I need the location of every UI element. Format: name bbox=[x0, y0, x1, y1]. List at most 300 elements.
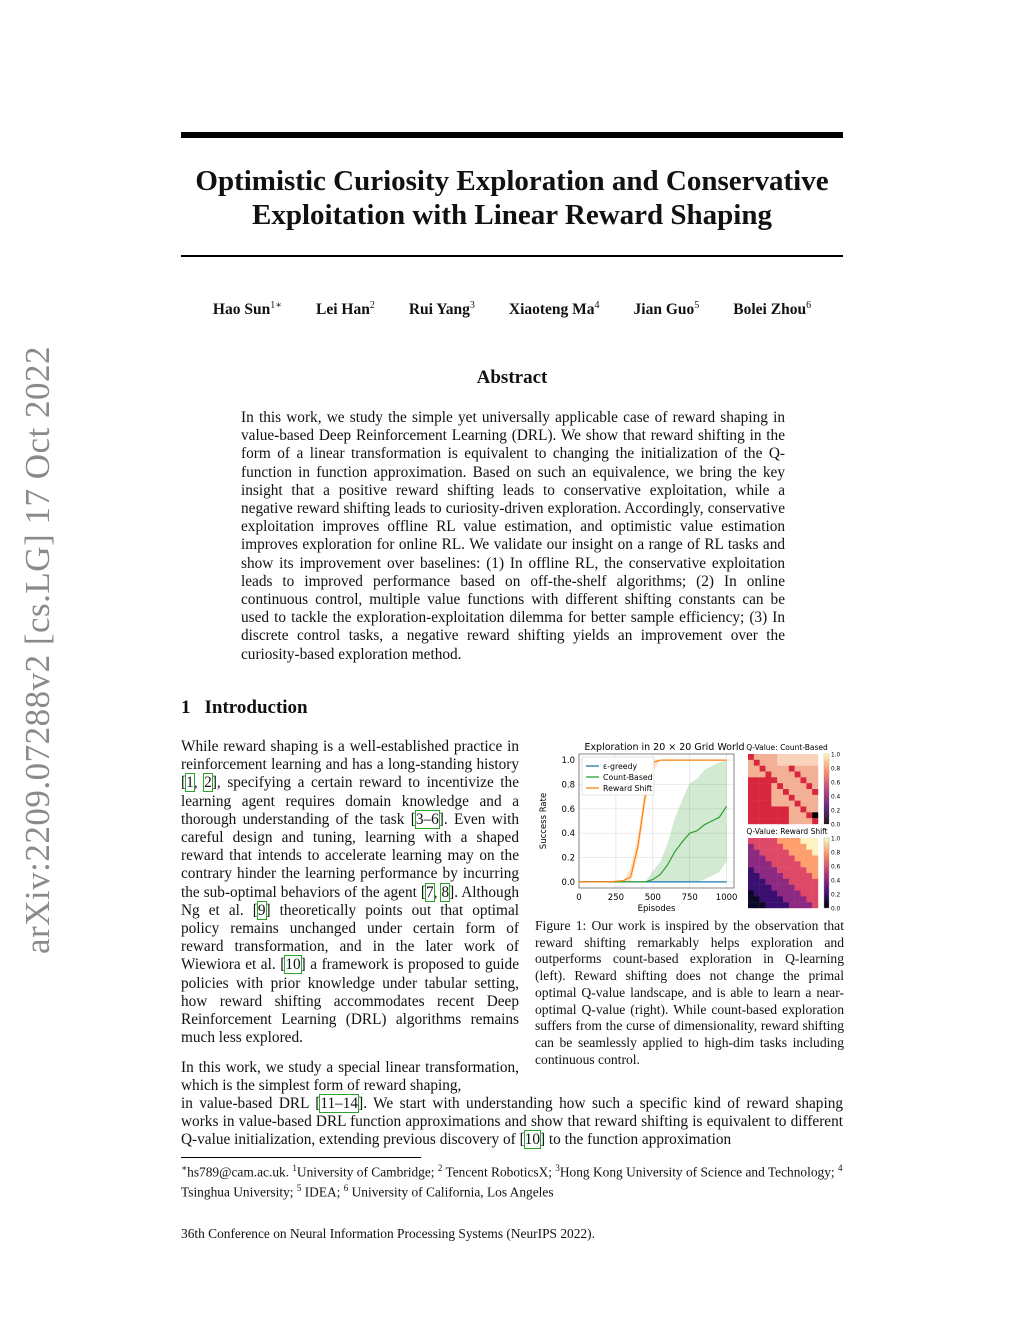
heatmap-cell bbox=[812, 861, 818, 867]
intro-paragraph-continued: in value-based DRL [11–14]. We start with understanding how such a specific kind of reward shaping works in value-based DRL function approximations and show that reward shifting is equivalent to different Q-value initialization, extending previous discovery of [10] to the function approximation bbox=[181, 1095, 843, 1149]
author: Xiaoteng Ma$^4$ bbox=[508, 300, 600, 319]
colorbar-tick-label: 0.8 bbox=[831, 766, 841, 773]
heatmap-cell bbox=[766, 754, 772, 760]
heatmap-cell bbox=[748, 818, 754, 824]
heatmap-cell bbox=[748, 789, 754, 795]
heatmap-cell bbox=[801, 783, 807, 789]
heatmap-cell bbox=[748, 812, 754, 818]
heatmap-cell bbox=[754, 777, 760, 783]
heatmap-cell bbox=[789, 873, 795, 879]
heatmap-cell bbox=[812, 856, 818, 862]
heatmap-cell bbox=[806, 807, 812, 813]
heatmap-cell bbox=[789, 760, 795, 766]
heatmap-cell bbox=[795, 873, 801, 879]
heatmap-cell bbox=[795, 807, 801, 813]
colorbar-tick-label: 0.2 bbox=[831, 808, 841, 815]
paper-title: Optimistic Curiosity Exploration and Conservative Exploitation with Linear Reward Shaping bbox=[195, 165, 829, 231]
x-tick-label: 750 bbox=[681, 893, 698, 903]
heatmap-cell bbox=[795, 891, 801, 897]
heatmap-cell bbox=[766, 777, 772, 783]
heatmap-cell bbox=[801, 891, 807, 897]
heatmap-cell bbox=[748, 783, 754, 789]
citation-link[interactable]: 2 bbox=[204, 774, 212, 792]
heatmap-cell bbox=[748, 838, 754, 844]
heatmap-cell bbox=[795, 902, 801, 908]
heatmap-cell bbox=[812, 766, 818, 772]
heatmap-cell bbox=[795, 760, 801, 766]
heatmap-cell bbox=[777, 873, 783, 879]
heatmap-cell bbox=[783, 838, 789, 844]
heatmap-cell bbox=[801, 902, 807, 908]
heatmap-cell bbox=[806, 789, 812, 795]
heatmap-cell bbox=[748, 844, 754, 850]
citation-link[interactable]: 3–6 bbox=[415, 810, 439, 828]
heatmap-cell bbox=[801, 818, 807, 824]
heatmap-cell bbox=[748, 867, 754, 873]
colorbar-tick-label: 0.6 bbox=[831, 780, 841, 787]
heatmap-cell bbox=[806, 766, 812, 772]
author: Lei Han$^2$ bbox=[316, 300, 375, 319]
y-tick-label: 0.0 bbox=[561, 877, 575, 888]
colorbar-tick-label: 0.0 bbox=[831, 906, 841, 913]
heatmap-cells bbox=[748, 838, 818, 908]
heatmap-cell bbox=[771, 795, 777, 801]
heatmap-cell bbox=[754, 867, 760, 873]
heatmap-cell bbox=[760, 772, 766, 778]
heatmap-cell bbox=[760, 754, 766, 760]
heatmap-cell bbox=[783, 783, 789, 789]
colorbar-tick-label: 1.0 bbox=[831, 752, 841, 759]
heatmap-cell bbox=[771, 856, 777, 862]
x-tick-label: 1000 bbox=[715, 893, 738, 903]
heatmap-cell bbox=[766, 801, 772, 807]
legend-label: Count-Based bbox=[603, 773, 653, 782]
heatmap-cell bbox=[754, 896, 760, 902]
citation-link[interactable]: 7 bbox=[425, 883, 434, 901]
heatmap-cell bbox=[789, 861, 795, 867]
heatmap-cell bbox=[766, 783, 772, 789]
heatmap-cell bbox=[777, 856, 783, 862]
heatmap-cell bbox=[754, 783, 760, 789]
heatmap-cell bbox=[754, 818, 760, 824]
heatmap-cell bbox=[801, 795, 807, 801]
heatmap-cell bbox=[789, 818, 795, 824]
heatmap-cell bbox=[789, 902, 795, 908]
heatmap-cell bbox=[771, 844, 777, 850]
heatmap-cell bbox=[748, 766, 754, 772]
heatmap-cell bbox=[806, 760, 812, 766]
heatmap-cell bbox=[812, 812, 818, 818]
heatmap-cell bbox=[777, 812, 783, 818]
heatmap-cell bbox=[789, 807, 795, 813]
heatmap-cell bbox=[748, 902, 754, 908]
figure-caption: Figure 1: Our work is inspired by the observation that reward shifting remarkably helps exploration and outperforms count-based exploration in Q-learning (left). Reward shifting does not change the primal optimal Q-value landscape, and is able to learn a near-optimal Q-value (right). While count-based exploration suffers from the curse of dimensionality, reward shifting can be seamlessly applied to high-dim tasks including continuous control. bbox=[535, 918, 844, 1067]
heatmap-cell bbox=[754, 873, 760, 879]
heatmap-cell bbox=[748, 879, 754, 885]
heatmap-cell bbox=[771, 885, 777, 891]
figure-1 bbox=[534, 738, 845, 918]
heatmap-cell bbox=[783, 772, 789, 778]
heatmap-cell bbox=[754, 801, 760, 807]
colorbar-tick-label: 0.6 bbox=[831, 864, 841, 871]
heatmap-cell bbox=[777, 838, 783, 844]
heatmap-cell bbox=[806, 838, 812, 844]
heatmap-cell bbox=[771, 818, 777, 824]
heatmap-cell bbox=[777, 896, 783, 902]
heatmap-cell bbox=[783, 777, 789, 783]
heatmap-cell bbox=[748, 801, 754, 807]
heatmap-cell bbox=[795, 801, 801, 807]
heatmap-cell bbox=[771, 812, 777, 818]
citation-link[interactable]: 10 bbox=[285, 956, 301, 974]
colorbar bbox=[824, 838, 829, 908]
heatmap-cell bbox=[760, 891, 766, 897]
intro-paragraph: While reward shaping is a well-established practice in reinforcement learning and has a long-standing history [1, 2], specifying a certain reward to incentivize the learning agent requires domain knowledge and a thorough understanding of the task [3–6]. Even with careful design and tuning, learning with a shaped reward that intends to accelerate learning may on the contrary hinder the learning performance by incurring the sub-optimal behaviors of the agent [7, 8]. Although Ng et al. [9] theoretically points out that optimal policy remains unchanged under certain form of reward transformation, and in the later work of Wiewiora et al. [10] a framework is proposed to guide policies with prior knowledge under tabular setting, how reward shifting accommodates recent Deep Reinforcement Learning (DRL) algorithms remains much less explored. bbox=[181, 738, 520, 1047]
footnote: ∗hs789@cam.ac.uk. $^1$University of Cambridge; $^2$ Tencent RoboticsX; $^3$Hong Kong University of Science and Technology; $^4$ Tsinghua University; $^5$ IDEA; $^6$ University of California, Los Angeles bbox=[181, 1163, 843, 1200]
heatmap-cell bbox=[812, 777, 818, 783]
heatmap-cell bbox=[783, 766, 789, 772]
heatmap-cell bbox=[795, 879, 801, 885]
heatmap-cell bbox=[760, 867, 766, 873]
colorbar-tick-label: 1.0 bbox=[831, 836, 841, 843]
heatmap-cell bbox=[806, 861, 812, 867]
heatmap-cell bbox=[760, 783, 766, 789]
heatmap-cell bbox=[795, 754, 801, 760]
author: Hao Sun$^{1∗}$ bbox=[212, 300, 283, 319]
heatmap-cell bbox=[766, 891, 772, 897]
heatmap-cell bbox=[771, 766, 777, 772]
heatmap-cell bbox=[766, 896, 772, 902]
heatmap-cell bbox=[806, 856, 812, 862]
heatmap-cell bbox=[795, 838, 801, 844]
heatmap-cell bbox=[754, 879, 760, 885]
heatmap-cell bbox=[812, 754, 818, 760]
chart-legend bbox=[582, 757, 654, 795]
heatmap-cell bbox=[760, 777, 766, 783]
y-tick-label: 0.2 bbox=[561, 853, 575, 864]
heatmap-cell bbox=[777, 885, 783, 891]
heatmap-cell bbox=[783, 754, 789, 760]
abstract-text: In this work, we study the simple yet universally applicable case of reward shaping in value-based Deep Reinforcement Learning (DRL). We show that reward shifting in the form of a linear transformation is equivalent to changing the initialization of the Q-function in function approximation. Based on such an equivalence, we bring the key insight that a positive reward shifting leads to conservative exploitation, while a negative reward shifting leads to curiosity-driven exploration. Accordingly, conservative exploitation improves offline RL value estimation, and optimistic value estimation improves exploration for online RL. We validate our insight on a range of RL tasks and show its improvement over baselines: (1) In offline RL, the conservative exploitation leads to improved performance based on off-the-shelf algorithms; (2) In online continuous control, multiple value functions with different shifting constants can be used to tackle the exploration-exploitation dilemma for better sample efficiency; (3) In discrete control tasks, a negative reward shifting yields an improvement over the curiosity-based exploration method. bbox=[241, 409, 785, 663]
colorbar-tick-label: 0.4 bbox=[831, 794, 841, 801]
heatmap-cell bbox=[777, 861, 783, 867]
heatmap-cell bbox=[801, 896, 807, 902]
heatmap-cell bbox=[812, 838, 818, 844]
heatmap-cell bbox=[748, 850, 754, 856]
heatmap-cell bbox=[766, 856, 772, 862]
heatmap-cell bbox=[783, 789, 789, 795]
citation-link[interactable]: 1 bbox=[186, 774, 194, 792]
heatmap-cell bbox=[766, 861, 772, 867]
heatmap-cell bbox=[812, 891, 818, 897]
y-tick-label: 0.6 bbox=[561, 804, 575, 815]
heatmap-cell bbox=[777, 867, 783, 873]
heatmap-cell bbox=[783, 896, 789, 902]
heatmap-cell bbox=[777, 760, 783, 766]
heatmap-cell bbox=[795, 812, 801, 818]
heatmap-cell bbox=[801, 873, 807, 879]
heatmap-cell bbox=[760, 885, 766, 891]
heatmap-cell bbox=[760, 844, 766, 850]
heatmap-cell bbox=[789, 885, 795, 891]
citation-link[interactable]: 11–14 bbox=[320, 1095, 359, 1112]
heatmap-cell bbox=[754, 844, 760, 850]
heatmap-cell bbox=[766, 818, 772, 824]
heatmap-title: Q-Value: Reward Shift bbox=[746, 827, 828, 836]
colorbar-tick-label: 0.4 bbox=[831, 878, 841, 885]
heatmap-cell bbox=[766, 807, 772, 813]
heatmap-cell bbox=[771, 783, 777, 789]
heatmap-cell bbox=[766, 838, 772, 844]
heatmap-cell bbox=[748, 873, 754, 879]
heatmap-cell bbox=[795, 772, 801, 778]
heatmap-cell bbox=[754, 812, 760, 818]
heatmap-cell bbox=[748, 856, 754, 862]
heatmap-cell bbox=[801, 760, 807, 766]
y-tick-label: 0.4 bbox=[561, 829, 575, 840]
heatmap-cell bbox=[766, 844, 772, 850]
heatmap-cell bbox=[801, 777, 807, 783]
heatmap-cell bbox=[812, 879, 818, 885]
heatmap-cell bbox=[789, 812, 795, 818]
heatmap-cell bbox=[801, 861, 807, 867]
heatmap-cell bbox=[801, 885, 807, 891]
heatmap-cell bbox=[754, 772, 760, 778]
legend-label: Reward Shift bbox=[603, 784, 653, 793]
heatmap-cell bbox=[806, 850, 812, 856]
abstract-heading: Abstract bbox=[476, 367, 548, 388]
heatmap-cell bbox=[760, 850, 766, 856]
y-tick-label: 0.8 bbox=[561, 780, 575, 791]
heatmap-cell bbox=[760, 760, 766, 766]
section-number: 1 bbox=[181, 697, 191, 718]
heatmap-cell bbox=[771, 873, 777, 879]
heatmap-cell bbox=[801, 879, 807, 885]
heatmap-cell bbox=[806, 801, 812, 807]
heatmap-cell bbox=[760, 789, 766, 795]
heatmap-cell bbox=[754, 754, 760, 760]
citation-link[interactable]: 8 bbox=[441, 883, 450, 901]
heatmap-cell bbox=[766, 760, 772, 766]
heatmap-cell bbox=[806, 902, 812, 908]
heatmap-cell bbox=[801, 754, 807, 760]
heatmap-cell bbox=[806, 754, 812, 760]
heatmap-cell bbox=[771, 861, 777, 867]
x-tick-label: 500 bbox=[644, 893, 661, 903]
heatmap-cell bbox=[789, 772, 795, 778]
heatmap-cell bbox=[766, 885, 772, 891]
heatmap-cell bbox=[783, 801, 789, 807]
author: Bolei Zhou$^6$ bbox=[733, 300, 812, 319]
heatmap-cell bbox=[801, 772, 807, 778]
heatmap-cell bbox=[795, 777, 801, 783]
legend-label: ε-greedy bbox=[603, 762, 638, 771]
heatmap-cell bbox=[795, 861, 801, 867]
heatmap-cell bbox=[795, 789, 801, 795]
heatmap-cell bbox=[812, 850, 818, 856]
heatmap-cell bbox=[801, 850, 807, 856]
heatmap-cell bbox=[754, 861, 760, 867]
heatmap-cell bbox=[771, 902, 777, 908]
heatmap-cell bbox=[795, 850, 801, 856]
heatmap-cell bbox=[806, 885, 812, 891]
heatmap-cell bbox=[754, 891, 760, 897]
heatmap-cell bbox=[783, 850, 789, 856]
heatmap-title: Q-Value: Count-Based bbox=[746, 743, 828, 752]
heatmap-cell bbox=[801, 801, 807, 807]
heatmap-cell bbox=[789, 879, 795, 885]
title-top-rule bbox=[181, 132, 843, 138]
heatmap-cell bbox=[801, 766, 807, 772]
heatmap-cell bbox=[766, 867, 772, 873]
heatmap-cell bbox=[777, 850, 783, 856]
count-based-q-heatmap bbox=[746, 743, 840, 829]
heatmap-cell bbox=[783, 812, 789, 818]
heatmap-cell bbox=[771, 772, 777, 778]
heatmap-cell bbox=[777, 844, 783, 850]
heatmap-cell bbox=[766, 789, 772, 795]
heatmap-cell bbox=[748, 795, 754, 801]
heatmap-cell bbox=[806, 772, 812, 778]
heatmap-cell bbox=[783, 891, 789, 897]
heatmap-cell bbox=[777, 777, 783, 783]
heatmap-cell bbox=[771, 807, 777, 813]
heatmap-cell bbox=[754, 760, 760, 766]
heatmap-cell bbox=[777, 772, 783, 778]
heatmap-cell bbox=[748, 772, 754, 778]
heatmap-cell bbox=[766, 902, 772, 908]
heatmap-cell bbox=[812, 818, 818, 824]
heatmap-cell bbox=[795, 896, 801, 902]
heatmap-cell bbox=[783, 795, 789, 801]
heatmap-cell bbox=[748, 885, 754, 891]
heatmap-cell bbox=[777, 879, 783, 885]
heatmap-cell bbox=[789, 777, 795, 783]
heatmap-cell bbox=[806, 844, 812, 850]
heatmap-cell bbox=[783, 844, 789, 850]
intro-paragraph-start: In this work, we study a special linear transformation, which is the simplest form of reward shaping, bbox=[181, 1059, 519, 1095]
author: Rui Yang$^3$ bbox=[408, 300, 475, 319]
title-bottom-rule bbox=[181, 255, 843, 257]
heatmap-cell bbox=[789, 867, 795, 873]
heatmap-cell bbox=[760, 807, 766, 813]
heatmap-cell bbox=[812, 844, 818, 850]
y-tick-label: 1.0 bbox=[561, 756, 575, 767]
heatmap-cell bbox=[771, 850, 777, 856]
heatmap-cell bbox=[812, 873, 818, 879]
heatmap-cell bbox=[795, 795, 801, 801]
heatmap-cell bbox=[777, 801, 783, 807]
footnote-rule bbox=[181, 1157, 421, 1158]
heatmap-cells bbox=[748, 754, 818, 824]
heatmap-cell bbox=[771, 879, 777, 885]
heatmap-cell bbox=[760, 873, 766, 879]
heatmap-cell bbox=[812, 896, 818, 902]
heatmap-cell bbox=[760, 801, 766, 807]
heatmap-cell bbox=[795, 766, 801, 772]
heatmap-cell bbox=[760, 861, 766, 867]
colorbar-tick-label: 0.0 bbox=[831, 822, 841, 829]
heatmap-cell bbox=[783, 818, 789, 824]
heatmap-cell bbox=[748, 896, 754, 902]
heatmap-cell bbox=[789, 844, 795, 850]
citation-link[interactable]: 9 bbox=[257, 901, 266, 919]
heatmap-cell bbox=[748, 861, 754, 867]
heatmap-cell bbox=[812, 807, 818, 813]
heatmap-cell bbox=[806, 818, 812, 824]
author: Jian Guo$^5$ bbox=[633, 300, 700, 319]
x-tick-label: 250 bbox=[607, 893, 625, 903]
heatmap-cell bbox=[783, 902, 789, 908]
heatmap-cell bbox=[795, 867, 801, 873]
heatmap-cell bbox=[812, 789, 818, 795]
heatmap-cell bbox=[748, 891, 754, 897]
heatmap-cell bbox=[766, 766, 772, 772]
heatmap-cell bbox=[777, 891, 783, 897]
heatmap-cell bbox=[789, 766, 795, 772]
heatmap-cell bbox=[801, 838, 807, 844]
heatmap-cell bbox=[760, 818, 766, 824]
heatmap-cell bbox=[806, 795, 812, 801]
heatmap-cell bbox=[783, 856, 789, 862]
heatmap-cell bbox=[754, 807, 760, 813]
heatmap-cell bbox=[771, 754, 777, 760]
heatmap-cell bbox=[760, 812, 766, 818]
heatmap-cell bbox=[812, 885, 818, 891]
heatmap-cell bbox=[754, 902, 760, 908]
heatmap-cell bbox=[771, 777, 777, 783]
heatmap-cell bbox=[783, 867, 789, 873]
section-title: Introduction bbox=[204, 697, 308, 718]
heatmap-cell bbox=[812, 902, 818, 908]
citation-link[interactable]: 10 bbox=[524, 1131, 540, 1149]
heatmap-cell bbox=[777, 789, 783, 795]
heatmap-cell bbox=[806, 812, 812, 818]
heatmap-cell bbox=[748, 777, 754, 783]
heatmap-cell bbox=[771, 867, 777, 873]
colorbar-tick-label: 0.2 bbox=[831, 892, 841, 899]
heatmap-cell bbox=[789, 783, 795, 789]
heatmap-cell bbox=[812, 867, 818, 873]
conference-note: 36th Conference on Neural Information Processing Systems (NeurIPS 2022). bbox=[181, 1226, 595, 1241]
heatmap-cell bbox=[777, 754, 783, 760]
colorbar-tick-label: 0.8 bbox=[831, 850, 841, 857]
arxiv-identifier: arXiv:2209.07288v2 [cs.LG] 17 Oct 2022 bbox=[18, 345, 57, 955]
heatmap-cell bbox=[812, 783, 818, 789]
heatmap-cell bbox=[748, 754, 754, 760]
y-axis-label: Success Rate bbox=[539, 792, 549, 850]
section-heading bbox=[181, 697, 308, 719]
heatmap-cell bbox=[806, 873, 812, 879]
heatmap-cell bbox=[806, 867, 812, 873]
heatmap-cell bbox=[801, 856, 807, 862]
heatmap-cell bbox=[754, 850, 760, 856]
heatmap-cell bbox=[760, 856, 766, 862]
heatmap-cell bbox=[760, 766, 766, 772]
heatmap-cell bbox=[806, 891, 812, 897]
heatmap-cell bbox=[789, 856, 795, 862]
heatmap-cell bbox=[777, 807, 783, 813]
author-list bbox=[181, 300, 843, 319]
heatmap-cell bbox=[777, 818, 783, 824]
heatmap-cell bbox=[812, 801, 818, 807]
heatmap-cell bbox=[806, 896, 812, 902]
heatmap-cell bbox=[783, 873, 789, 879]
heatmap-cell bbox=[760, 795, 766, 801]
heatmap-cell bbox=[783, 885, 789, 891]
heatmap-cell bbox=[801, 807, 807, 813]
heatmap-cell bbox=[754, 838, 760, 844]
